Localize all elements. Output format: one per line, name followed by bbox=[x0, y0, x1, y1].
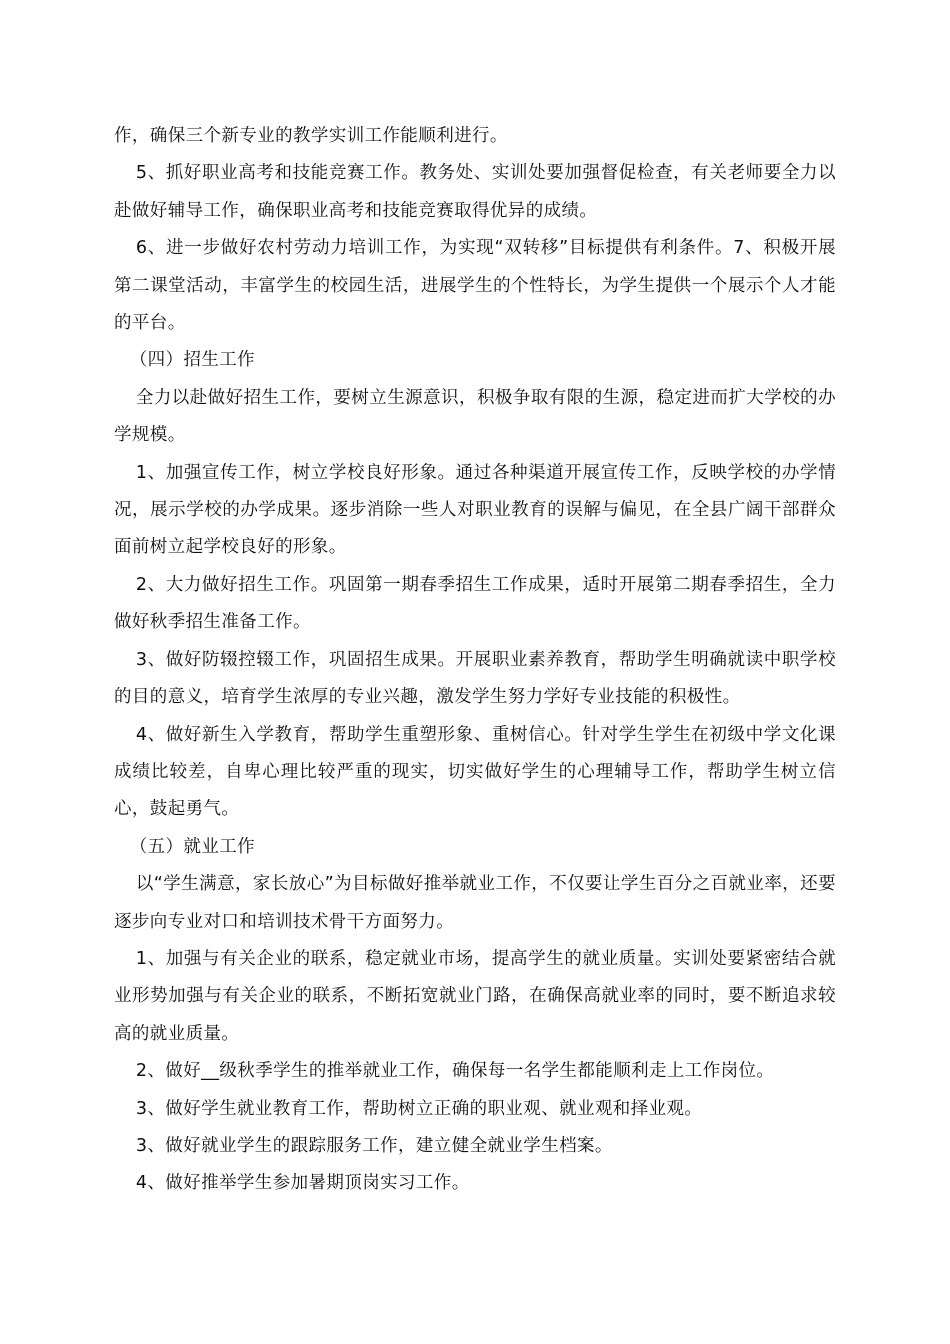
paragraph-enrollment-4: 4、做好新生入学教育，帮助学生重塑形象、重树信心。针对学生学生在初级中学文化课成绩比较差，自卑心理比较严重的现实，切实做好学生的心理辅导工作，帮助学生树立信心，鼓起勇气。 bbox=[114, 724, 836, 820]
paragraph-enrollment-intro: 全力以赴做好招生工作，要树立生源意识，积极争取有限的生源，稳定进而扩大学校的办学规模。 bbox=[114, 387, 836, 446]
paragraph-enrollment-2: 2、大力做好招生工作。巩固第一期春季招生工作成果，适时开展第二期春季招生，全力做好秋季招生准备工作。 bbox=[114, 574, 836, 633]
paragraph-employment-intro: 以“学生满意，家长放心”为目标做好推举就业工作，不仅要让学生百分之百就业率，还要逐步向专业对口和培训技术骨干方面努力。 bbox=[114, 874, 836, 932]
paragraph-employment-4: 4、做好推举学生参加暑期顶岗实习工作。 bbox=[135, 1173, 470, 1194]
paragraph-enrollment-1: 1、加强宣传工作，树立学校良好形象。通过各种渠道开展宣传工作，反映学校的办学情况，展示学校的办学成果。逐步消除一些人对职业教育的误解与偏见，在全县广阔干部群众面前树立起学校良好的形象。 bbox=[114, 462, 836, 558]
paragraph-enrollment-3: 3、做好防辍控辍工作，巩固招生成果。开展职业素养教育，帮助学生明确就读中职学校的目的意义，培育学生浓厚的专业兴趣，激发学生努力学好专业技能的积极性。 bbox=[114, 649, 836, 708]
paragraph-item-6-7: 6、进一步做好农村劳动力培训工作，为实现“双转移”目标提供有利条件。7、积极开展第二课堂活动，丰富学生的校园生活，进展学生的个性特长，为学生提供一个展示个人才能的平台。 bbox=[114, 238, 836, 334]
paragraph-employment-3b: 3、做好就业学生的跟踪服务工作，建立健全就业学生档案。 bbox=[135, 1135, 613, 1156]
paragraph-employment-1: 1、加强与有关企业的联系，稳定就业市场，提高学生的就业质量。实训处要紧密结合就业形势加强与有关企业的联系，不断拓宽就业门路，在确保高就业率的同时，要不断追求较高的就业质量。 bbox=[114, 948, 836, 1044]
paragraph-employment-3a: 3、做好学生就业教育工作，帮助树立正确的职业观、就业观和择业观。 bbox=[135, 1098, 703, 1119]
paragraph-employment-2: 2、做好__级秋季学生的推举就业工作，确保每一名学生都能顺利走上工作岗位。 bbox=[135, 1061, 775, 1082]
paragraph-item-5: 5、抓好职业高考和技能竞赛工作。教务处、实训处要加强督促检查，有关老师要全力以赴做好辅导工作，确保职业高考和技能竞赛取得优异的成绩。 bbox=[114, 163, 836, 221]
document-body bbox=[114, 118, 836, 1203]
section-heading-employment: （五）就业工作 bbox=[129, 836, 256, 857]
section-heading-enrollment: （四）招生工作 bbox=[129, 350, 256, 371]
paragraph-continuation: 作，确保三个新专业的教学实训工作能顺利进行。 bbox=[114, 126, 508, 146]
